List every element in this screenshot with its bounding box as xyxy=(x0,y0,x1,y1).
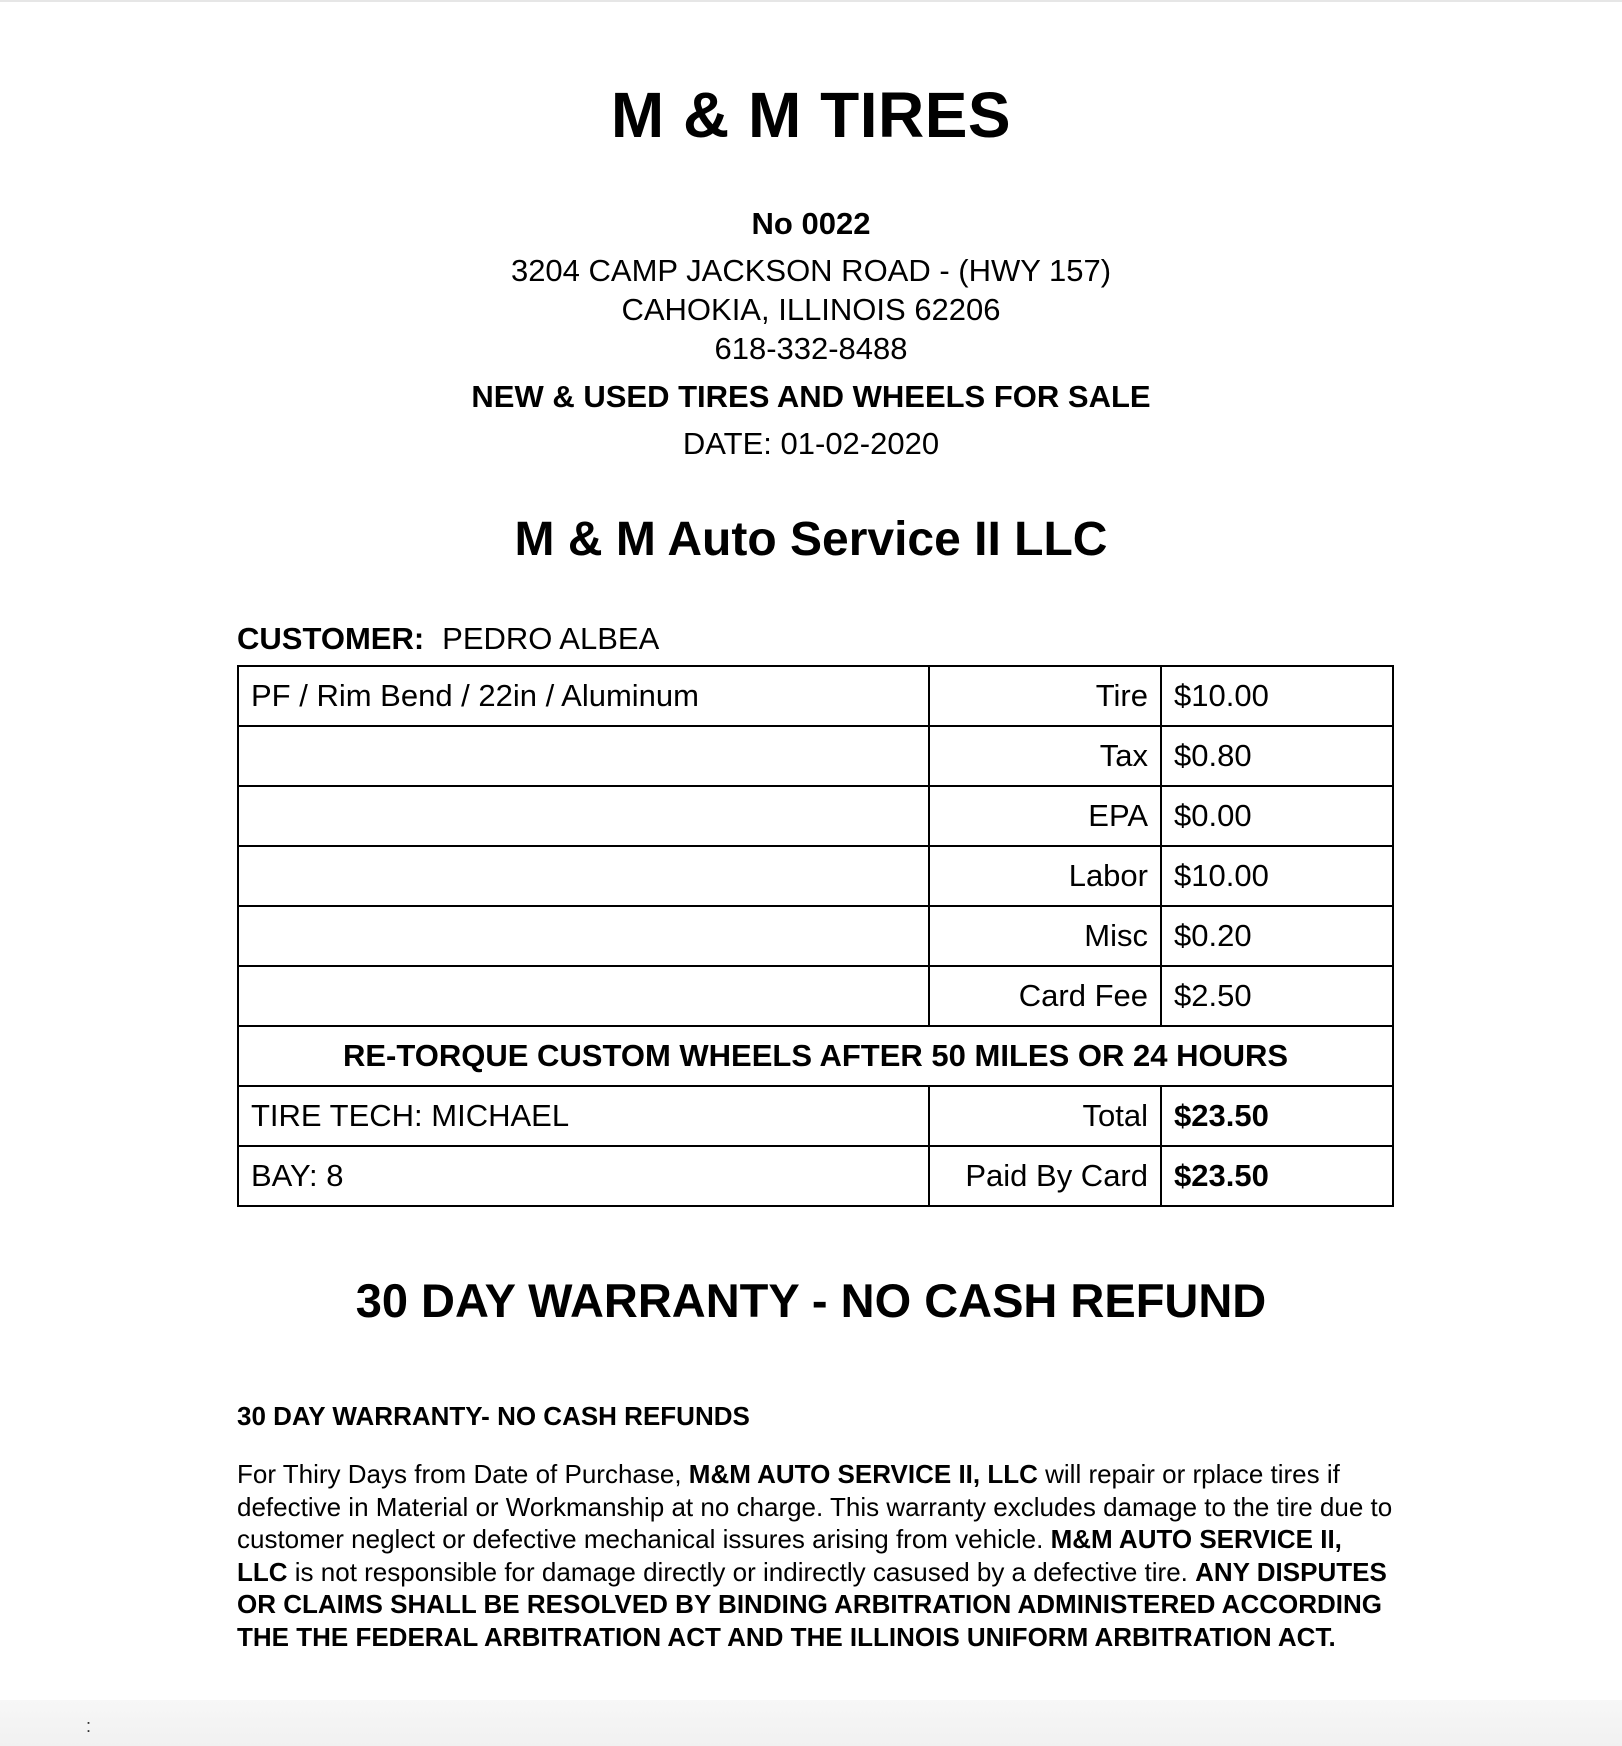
item-description xyxy=(238,846,929,906)
charge-amount: $10.00 xyxy=(1161,846,1393,906)
charge-label: Tire xyxy=(929,666,1161,726)
terms-text: is not responsible for damage directly or indirectly casused by a defective tire. xyxy=(287,1556,1196,1587)
item-description xyxy=(238,726,929,786)
arbitration-clause: ANY DISPUTES OR CLAIMS SHALL BE RESOLVED BY BINDING ARBITRATION ADMINISTERED ACCORDING THE THE FEDERAL ARBITRATION ACT AND THE ILLINOIS UNIFORM ARBITRATION ACT. xyxy=(237,1556,1387,1652)
charge-amount: $0.00 xyxy=(1161,786,1393,846)
charge-amount: $2.50 xyxy=(1161,966,1393,1026)
table-row xyxy=(238,846,1393,906)
phone-number: 618-332-8488 xyxy=(714,331,908,366)
retorque-notice: RE-TORQUE CUSTOM WHEELS AFTER 50 MILES OR 24 HOURS xyxy=(238,1026,1393,1086)
terms-text: will repair or rplace tires if defective in Material or Workmanship at no charge. This warranty excludes damage to the tire due to customer neglect or defective mechanical issures arising from vehicle. xyxy=(237,1459,1393,1555)
item-description xyxy=(238,966,929,1026)
charge-amount: $0.80 xyxy=(1161,726,1393,786)
tire-tech: TIRE TECH: MICHAEL xyxy=(238,1086,929,1146)
top-divider xyxy=(0,0,1622,2)
warranty-terms xyxy=(237,1458,1397,1654)
charge-label: Card Fee xyxy=(929,966,1161,1026)
bay-row xyxy=(238,1146,1393,1206)
table-row xyxy=(238,966,1393,1026)
receipt-number: No 0022 xyxy=(751,206,871,241)
terms-title: 30 DAY WARRANTY- NO CASH REFUNDS xyxy=(237,1401,750,1431)
item-description xyxy=(238,786,929,846)
charge-label: Labor xyxy=(929,846,1161,906)
tech-row xyxy=(238,1086,1393,1146)
company-ref: M&M AUTO SERVICE II, LLC xyxy=(688,1459,1038,1489)
paid-amount: $23.50 xyxy=(1161,1146,1393,1206)
page-marker: : xyxy=(86,1716,92,1736)
charge-amount: $0.20 xyxy=(1161,906,1393,966)
item-description xyxy=(238,906,929,966)
bay-number: BAY: 8 xyxy=(238,1146,929,1206)
table-row xyxy=(238,666,1393,726)
customer-name: PEDRO ALBEA xyxy=(442,621,660,656)
table-row xyxy=(238,726,1393,786)
shop-title: M & M TIRES xyxy=(610,79,1012,151)
paid-by-label: Paid By Card xyxy=(929,1146,1161,1206)
address-line-1: 3204 CAMP JACKSON ROAD - (HWY 157) xyxy=(510,253,1112,288)
notice-row xyxy=(238,1026,1393,1086)
charges-table xyxy=(237,665,1394,1207)
customer-label: CUSTOMER: xyxy=(237,621,425,656)
table-row xyxy=(238,786,1393,846)
address-line-2: CAHOKIA, ILLINOIS 62206 xyxy=(621,292,1001,327)
customer-line xyxy=(237,621,659,657)
charge-label: Misc xyxy=(929,906,1161,966)
charge-label: EPA xyxy=(929,786,1161,846)
charge-amount: $10.00 xyxy=(1161,666,1393,726)
total-label: Total xyxy=(929,1086,1161,1146)
company-name: M & M Auto Service II LLC xyxy=(514,513,1108,566)
page-gutter xyxy=(0,1700,1622,1746)
total-amount: $23.50 xyxy=(1161,1086,1393,1146)
item-description: PF / Rim Bend / 22in / Aluminum xyxy=(238,666,929,726)
table-row xyxy=(238,906,1393,966)
tagline: NEW & USED TIRES AND WHEELS FOR SALE xyxy=(471,379,1151,414)
terms-text: For Thiry Days from Date of Purchase, xyxy=(237,1459,689,1489)
receipt-date: DATE: 01-02-2020 xyxy=(682,426,940,461)
charge-label: Tax xyxy=(929,726,1161,786)
warranty-heading: 30 DAY WARRANTY - NO CASH REFUND xyxy=(355,1274,1267,1327)
company-ref: M&M AUTO SERVICE II, LLC xyxy=(237,1524,1342,1587)
